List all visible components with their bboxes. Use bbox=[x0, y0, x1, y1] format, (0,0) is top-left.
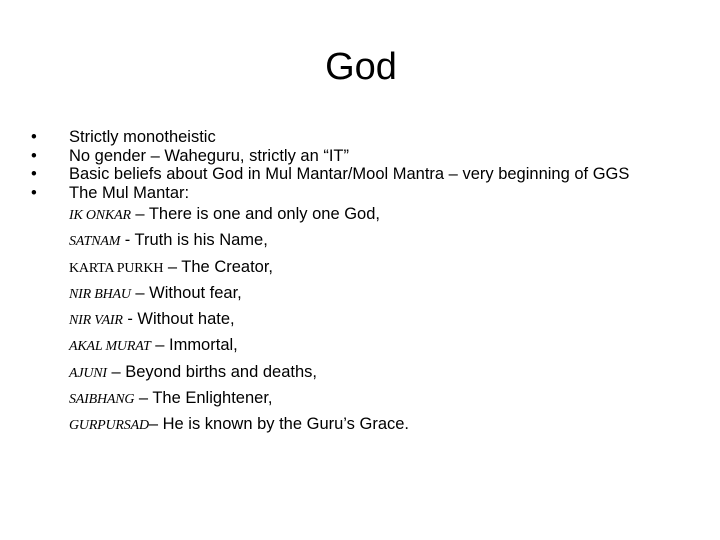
mantra-separator: – bbox=[163, 257, 182, 276]
mantra-meaning: He is known by the Guru’s Grace. bbox=[162, 415, 410, 434]
mantra-meaning: Immortal, bbox=[168, 336, 238, 355]
mantra-term: NIR BHAU bbox=[69, 286, 131, 302]
mantra-term: SATNAM bbox=[69, 234, 121, 250]
mantra-term: SAIBHANG bbox=[69, 392, 135, 408]
mantra-term: NIR VAIR bbox=[69, 313, 123, 329]
bullet-item bbox=[31, 184, 691, 203]
mantra-meaning: Without fear, bbox=[149, 283, 242, 302]
mantra-separator: – bbox=[130, 205, 149, 223]
slide-title bbox=[0, 42, 720, 92]
bullet-item bbox=[31, 165, 691, 184]
bullet-text: Basic beliefs about God in Mul Mantar/Mool Mantra – very beginning of GGS bbox=[69, 165, 630, 183]
bullet-text: Strictly monotheistic bbox=[69, 128, 216, 146]
mantra-line bbox=[69, 333, 691, 359]
bullet-item bbox=[31, 128, 691, 147]
mantra-term: AJUNI bbox=[69, 365, 107, 381]
mantra-separator: – bbox=[130, 283, 150, 302]
mantra-line bbox=[69, 281, 691, 307]
mantra-separator: – bbox=[148, 415, 163, 434]
mantra-separator: – bbox=[134, 389, 153, 408]
mantra-meaning: Beyond births and deaths, bbox=[125, 362, 317, 381]
mantra-line bbox=[69, 386, 691, 412]
mantra-meaning: Without hate, bbox=[137, 310, 235, 329]
mantra-meaning: There is one and only one God, bbox=[148, 205, 380, 223]
mantra-meaning: Truth is his Name, bbox=[134, 231, 268, 250]
bullet-item bbox=[31, 147, 691, 166]
mul-mantar-list bbox=[69, 202, 691, 439]
mantra-line bbox=[69, 412, 691, 438]
bullet-list bbox=[31, 128, 691, 439]
mantra-term: AKAL MURAT bbox=[69, 339, 151, 355]
mantra-separator: – bbox=[150, 336, 169, 355]
bullet-dot-icon: • bbox=[31, 165, 37, 183]
mantra-line bbox=[69, 228, 691, 254]
mantra-separator: - bbox=[120, 231, 135, 250]
mantra-line bbox=[69, 360, 691, 386]
mantra-meaning: The Enlightener, bbox=[152, 389, 273, 408]
mantra-separator: – bbox=[106, 362, 126, 381]
mantra-term: GURPURSAD bbox=[69, 418, 149, 434]
mantra-line bbox=[69, 202, 691, 228]
mantra-separator: - bbox=[122, 310, 138, 329]
mantra-line bbox=[69, 307, 691, 333]
mantra-line bbox=[69, 255, 691, 281]
slide-title-text: God bbox=[325, 46, 397, 88]
mantra-meaning: The Creator, bbox=[181, 257, 274, 276]
mantra-term: IK ONKAR bbox=[69, 208, 131, 223]
bullet-text: The Mul Mantar: bbox=[69, 183, 190, 202]
bullet-dot-icon: • bbox=[31, 146, 37, 165]
bullet-dot-icon: • bbox=[31, 183, 37, 202]
bullet-text: No gender – Waheguru, strictly an “IT” bbox=[69, 146, 350, 165]
bullet-dot-icon: • bbox=[31, 128, 37, 146]
mantra-term: KARTA PURKH bbox=[69, 260, 164, 276]
